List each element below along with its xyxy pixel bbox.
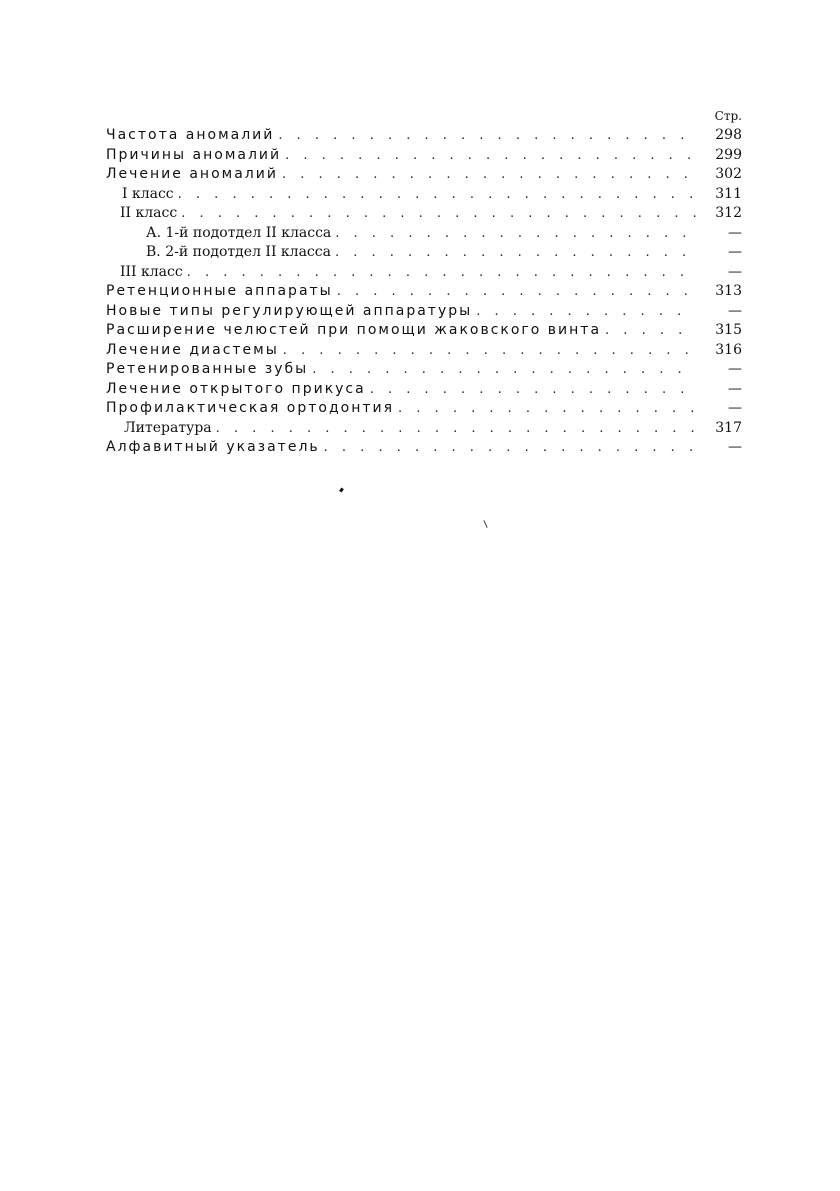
toc-entry-page: — — [728, 380, 742, 397]
toc-entry-page: — — [728, 400, 742, 416]
dot-leader — [337, 282, 696, 302]
toc-entry — [106, 321, 742, 341]
toc-entry-page: 302 — [715, 166, 742, 182]
toc-entry-title: III класс — [120, 263, 183, 280]
toc-entry — [106, 419, 742, 439]
toc-entry-page: 298 — [715, 127, 742, 143]
toc-entry — [106, 399, 742, 419]
toc-entry-page: 313 — [715, 283, 742, 299]
toc-entry — [106, 165, 742, 185]
toc-entry-page: 311 — [715, 185, 742, 202]
scan-mark — [483, 520, 487, 528]
toc-entry — [106, 302, 742, 322]
toc-entry-title: Ретенированные зубы — [106, 361, 309, 377]
dot-leader — [398, 399, 696, 419]
dot-leader — [283, 341, 696, 361]
dot-leader — [476, 302, 696, 322]
dot-leader — [178, 185, 696, 205]
dot-leader — [282, 165, 696, 185]
toc-entry — [106, 341, 742, 361]
dot-leader — [605, 321, 696, 341]
toc-entry — [106, 224, 742, 244]
toc-entry-page: 299 — [715, 146, 742, 163]
toc-entry-title: II класс — [120, 205, 178, 221]
toc-entry — [106, 185, 742, 205]
toc-entry — [106, 243, 742, 263]
toc-entry — [106, 263, 742, 283]
toc-entry-title: Ретенционные аппараты — [106, 283, 333, 299]
toc-entry — [106, 438, 742, 458]
toc-entry-title: Расширение челюстей при помощи жаковского винта — [106, 322, 602, 338]
toc-entry-title: Причины аномалий — [106, 146, 282, 163]
dot-leader — [312, 360, 696, 380]
scan-speck — [339, 488, 344, 493]
toc-entry-title: Литература — [124, 419, 212, 436]
toc-entry-page: — — [728, 244, 742, 260]
toc-entry — [106, 146, 742, 166]
toc-entry-title: В. 2-й подотдел II класса — [146, 244, 331, 260]
toc-entry-title: Алфавитный указатель — [106, 439, 320, 455]
toc-entry-page: — — [728, 263, 742, 280]
toc-entry — [106, 360, 742, 380]
dot-leader — [335, 243, 696, 263]
toc-entry-page: 317 — [715, 419, 742, 436]
toc-entry-page: — — [728, 224, 742, 241]
dot-leader — [335, 224, 696, 244]
toc-entry — [106, 282, 742, 302]
toc-entry — [106, 380, 742, 400]
toc-entry-page: 316 — [715, 341, 742, 358]
toc-entry-title: Новые типы регулирующей аппаратуры — [106, 302, 473, 319]
toc-entry-title: Частота аномалий — [106, 127, 275, 143]
dot-leader — [278, 126, 696, 146]
toc-entry-title: Лечение открытого прикуса — [106, 380, 366, 397]
toc-entry — [106, 126, 742, 146]
dot-leader — [370, 380, 696, 400]
toc-entry-title: А. 1-й подотдел II класса — [146, 224, 332, 241]
toc-entry-page: — — [728, 439, 742, 455]
toc-entry-title: Лечение диастемы — [106, 341, 279, 358]
page-column-header: Стр. — [714, 109, 742, 123]
dot-leader — [285, 146, 696, 166]
toc-entry — [106, 204, 742, 224]
table-of-contents — [106, 106, 742, 458]
dot-leader — [187, 263, 696, 283]
toc-entry-title: Лечение аномалий — [106, 166, 278, 182]
toc-entry-title: I класс — [122, 185, 174, 202]
toc-entry-title: Профилактическая ортодонтия — [106, 400, 395, 416]
dot-leader — [181, 204, 696, 224]
dot-leader — [216, 419, 696, 439]
toc-entry-page: — — [728, 302, 742, 319]
toc-entry-page: — — [728, 361, 742, 377]
dot-leader — [324, 438, 696, 458]
toc-entry-page: 315 — [715, 322, 742, 338]
toc-entry-page: 312 — [715, 205, 742, 221]
